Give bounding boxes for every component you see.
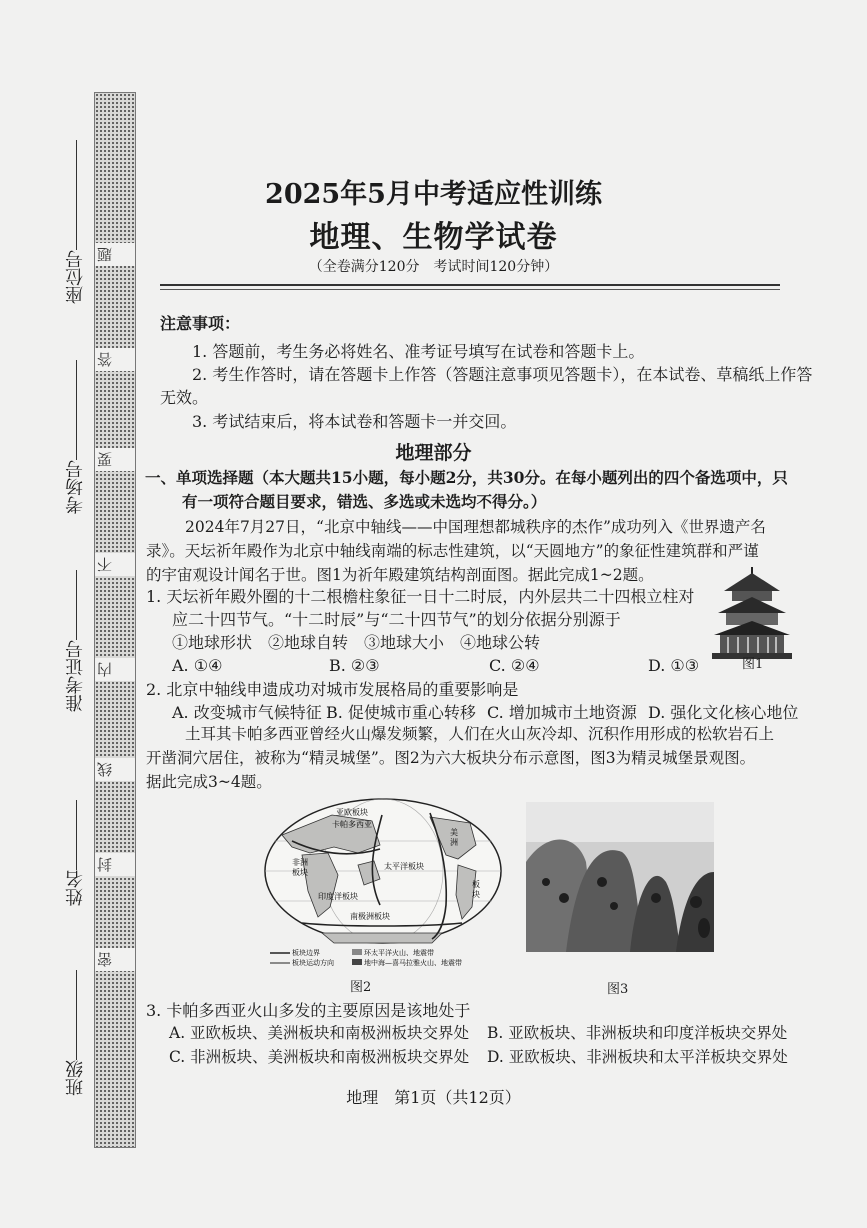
strip-label: 题 [95, 243, 135, 266]
notice-item: 无效。 [160, 388, 209, 407]
option-a[interactable]: A. 亚欧板块、美洲板块和南极洲板块交界处 [169, 1024, 470, 1042]
strip-label: 不 [95, 553, 135, 576]
strip-label: 封 [95, 853, 135, 876]
class-field[interactable] [56, 970, 96, 1096]
header-rule [160, 284, 780, 286]
option-d[interactable]: D. ①③ [648, 656, 700, 675]
question-items: ①地球形状 ②地球自转 ③地球大小 ④地球公转 [172, 633, 541, 652]
svg-text:非洲: 非洲 [292, 858, 308, 867]
temple-figure [712, 565, 792, 660]
question-stem: 应二十四节气。“十二时辰”与“二十四节气”的划分依据分别源于 [172, 610, 621, 629]
svg-text:板: 板 [472, 880, 480, 889]
svg-text:亚欧板块: 亚欧板块 [336, 808, 368, 817]
exam-room-label: 考场号 [65, 460, 86, 514]
figure-caption: 图1 [742, 657, 764, 672]
strip-label: 答 [95, 348, 135, 371]
question-stem: 2. 北京中轴线申遗成功对城市发展格局的重要影响是 [146, 680, 519, 699]
question-stem: 1. 天坛祈年殿外圈的十二根檐柱象征一日十二时辰，内外层共二十四根立柱对 [146, 587, 695, 606]
svg-text:卡帕多西亚: 卡帕多西亚 [332, 820, 372, 829]
part-heading: 有一项符合题目要求，错选、多选或未选均不得分。） [182, 492, 547, 511]
name-field[interactable] [56, 800, 96, 906]
svg-text:南极洲板块: 南极洲板块 [350, 912, 390, 921]
exam-room-field[interactable] [56, 360, 96, 514]
option-d[interactable]: D. 强化文化核心地位 [648, 703, 799, 722]
svg-text:板块边界: 板块边界 [292, 949, 320, 957]
svg-text:印度洋板块: 印度洋板块 [318, 892, 358, 901]
class-label: 班级 [65, 1060, 86, 1096]
fairy-chimney-photo [526, 802, 714, 952]
option-b[interactable]: B. 亚欧板块、非洲板块和印度洋板块交界处 [487, 1024, 788, 1042]
svg-text:板块运动方向: 板块运动方向 [292, 959, 334, 967]
option-a[interactable]: A. ①④ [172, 656, 223, 675]
option-b[interactable]: B. ②③ [329, 656, 380, 675]
passage-line: 的宇宙观设计闻名于世。图1为祈年殿建筑结构剖面图。据此完成1~2题。 [146, 566, 654, 584]
option-a[interactable]: A. 改变城市气候特征 [172, 703, 322, 722]
plate-map-figure [262, 795, 504, 975]
admission-number-field[interactable] [56, 570, 96, 712]
svg-text:地中海—喜马拉雅火山、地震带: 地中海—喜马拉雅火山、地震带 [364, 959, 462, 967]
svg-text:块: 块 [472, 890, 480, 899]
admission-number-label: 准考证号 [65, 640, 86, 712]
notice-heading: 注意事项： [160, 314, 241, 333]
option-c[interactable]: C. 增加城市土地资源 [487, 703, 637, 722]
exam-subject-title: 地理、生物学试卷 [309, 220, 558, 255]
figure-caption: 图2 [350, 980, 372, 995]
header-rule [160, 289, 780, 290]
name-label: 姓名 [65, 870, 86, 906]
strip-label: 要 [95, 448, 135, 471]
exam-title: 2025年5月中考适应性训练 [265, 179, 602, 210]
strip-label: 内 [95, 658, 135, 681]
passage-line: 开凿洞穴居住，被称为“精灵城堡”。图2为六大板块分布示意图，图3为精灵城堡景观图。 [146, 749, 756, 767]
exam-subtitle: （全卷满分120分 考试时间120分钟） [308, 259, 559, 275]
passage-line: 录》。天坛祈年殿作为北京中轴线南端的标志性建筑，以“天圆地方”的象征性建筑群和严谨 [146, 542, 759, 560]
part-heading: 一、单项选择题（本大题共15小题，每小题2分，共30分。在每小题列出的四个备选项中，只 [145, 468, 788, 487]
svg-text:环太平洋火山、地震带: 环太平洋火山、地震带 [364, 949, 434, 957]
question-stem: 3. 卡帕多西亚火山多发的主要原因是该地处于 [146, 1001, 471, 1020]
svg-text:太平洋板块: 太平洋板块 [384, 862, 424, 871]
strip-label: 线 [95, 758, 135, 781]
notice-item: 1. 答题前，考生务必将姓名、准考证号填写在试卷和答题卡上。 [192, 342, 645, 361]
option-c[interactable]: C. ②④ [489, 656, 540, 675]
passage-line: 据此完成3~4题。 [146, 773, 272, 791]
strip-label: 密 [95, 948, 135, 971]
svg-text:板块: 板块 [292, 868, 308, 877]
svg-text:美: 美 [450, 828, 458, 837]
svg-text:洲: 洲 [450, 838, 458, 847]
notice-item: 3. 考试结束后，将本试卷和答题卡一并交回。 [192, 412, 517, 431]
section-title: 地理部分 [395, 442, 472, 464]
seat-number-label: 座位号 [65, 250, 86, 304]
page-footer: 地理 第1页（共12页） [346, 1088, 521, 1107]
figure-caption: 图3 [607, 982, 629, 997]
option-c[interactable]: C. 非洲板块、美洲板块和南极洲板块交界处 [169, 1048, 470, 1066]
option-b[interactable]: B. 促使城市重心转移 [326, 703, 476, 722]
passage-line: 2024年7月27日，“北京中轴线——中国理想都城秩序的杰作”成功列入《世界遗产名 [185, 518, 766, 536]
option-d[interactable]: D. 亚欧板块、非洲板块和太平洋板块交界处 [487, 1048, 788, 1066]
passage-line: 土耳其卡帕多西亚曾经火山爆发频繁，人们在火山灰冷却、沉积作用形成的松软岩石上 [185, 725, 775, 743]
notice-item: 2. 考生作答时，请在答题卡上作答（答题注意事项见答题卡），在本试卷、草稿纸上作答 [192, 365, 813, 384]
